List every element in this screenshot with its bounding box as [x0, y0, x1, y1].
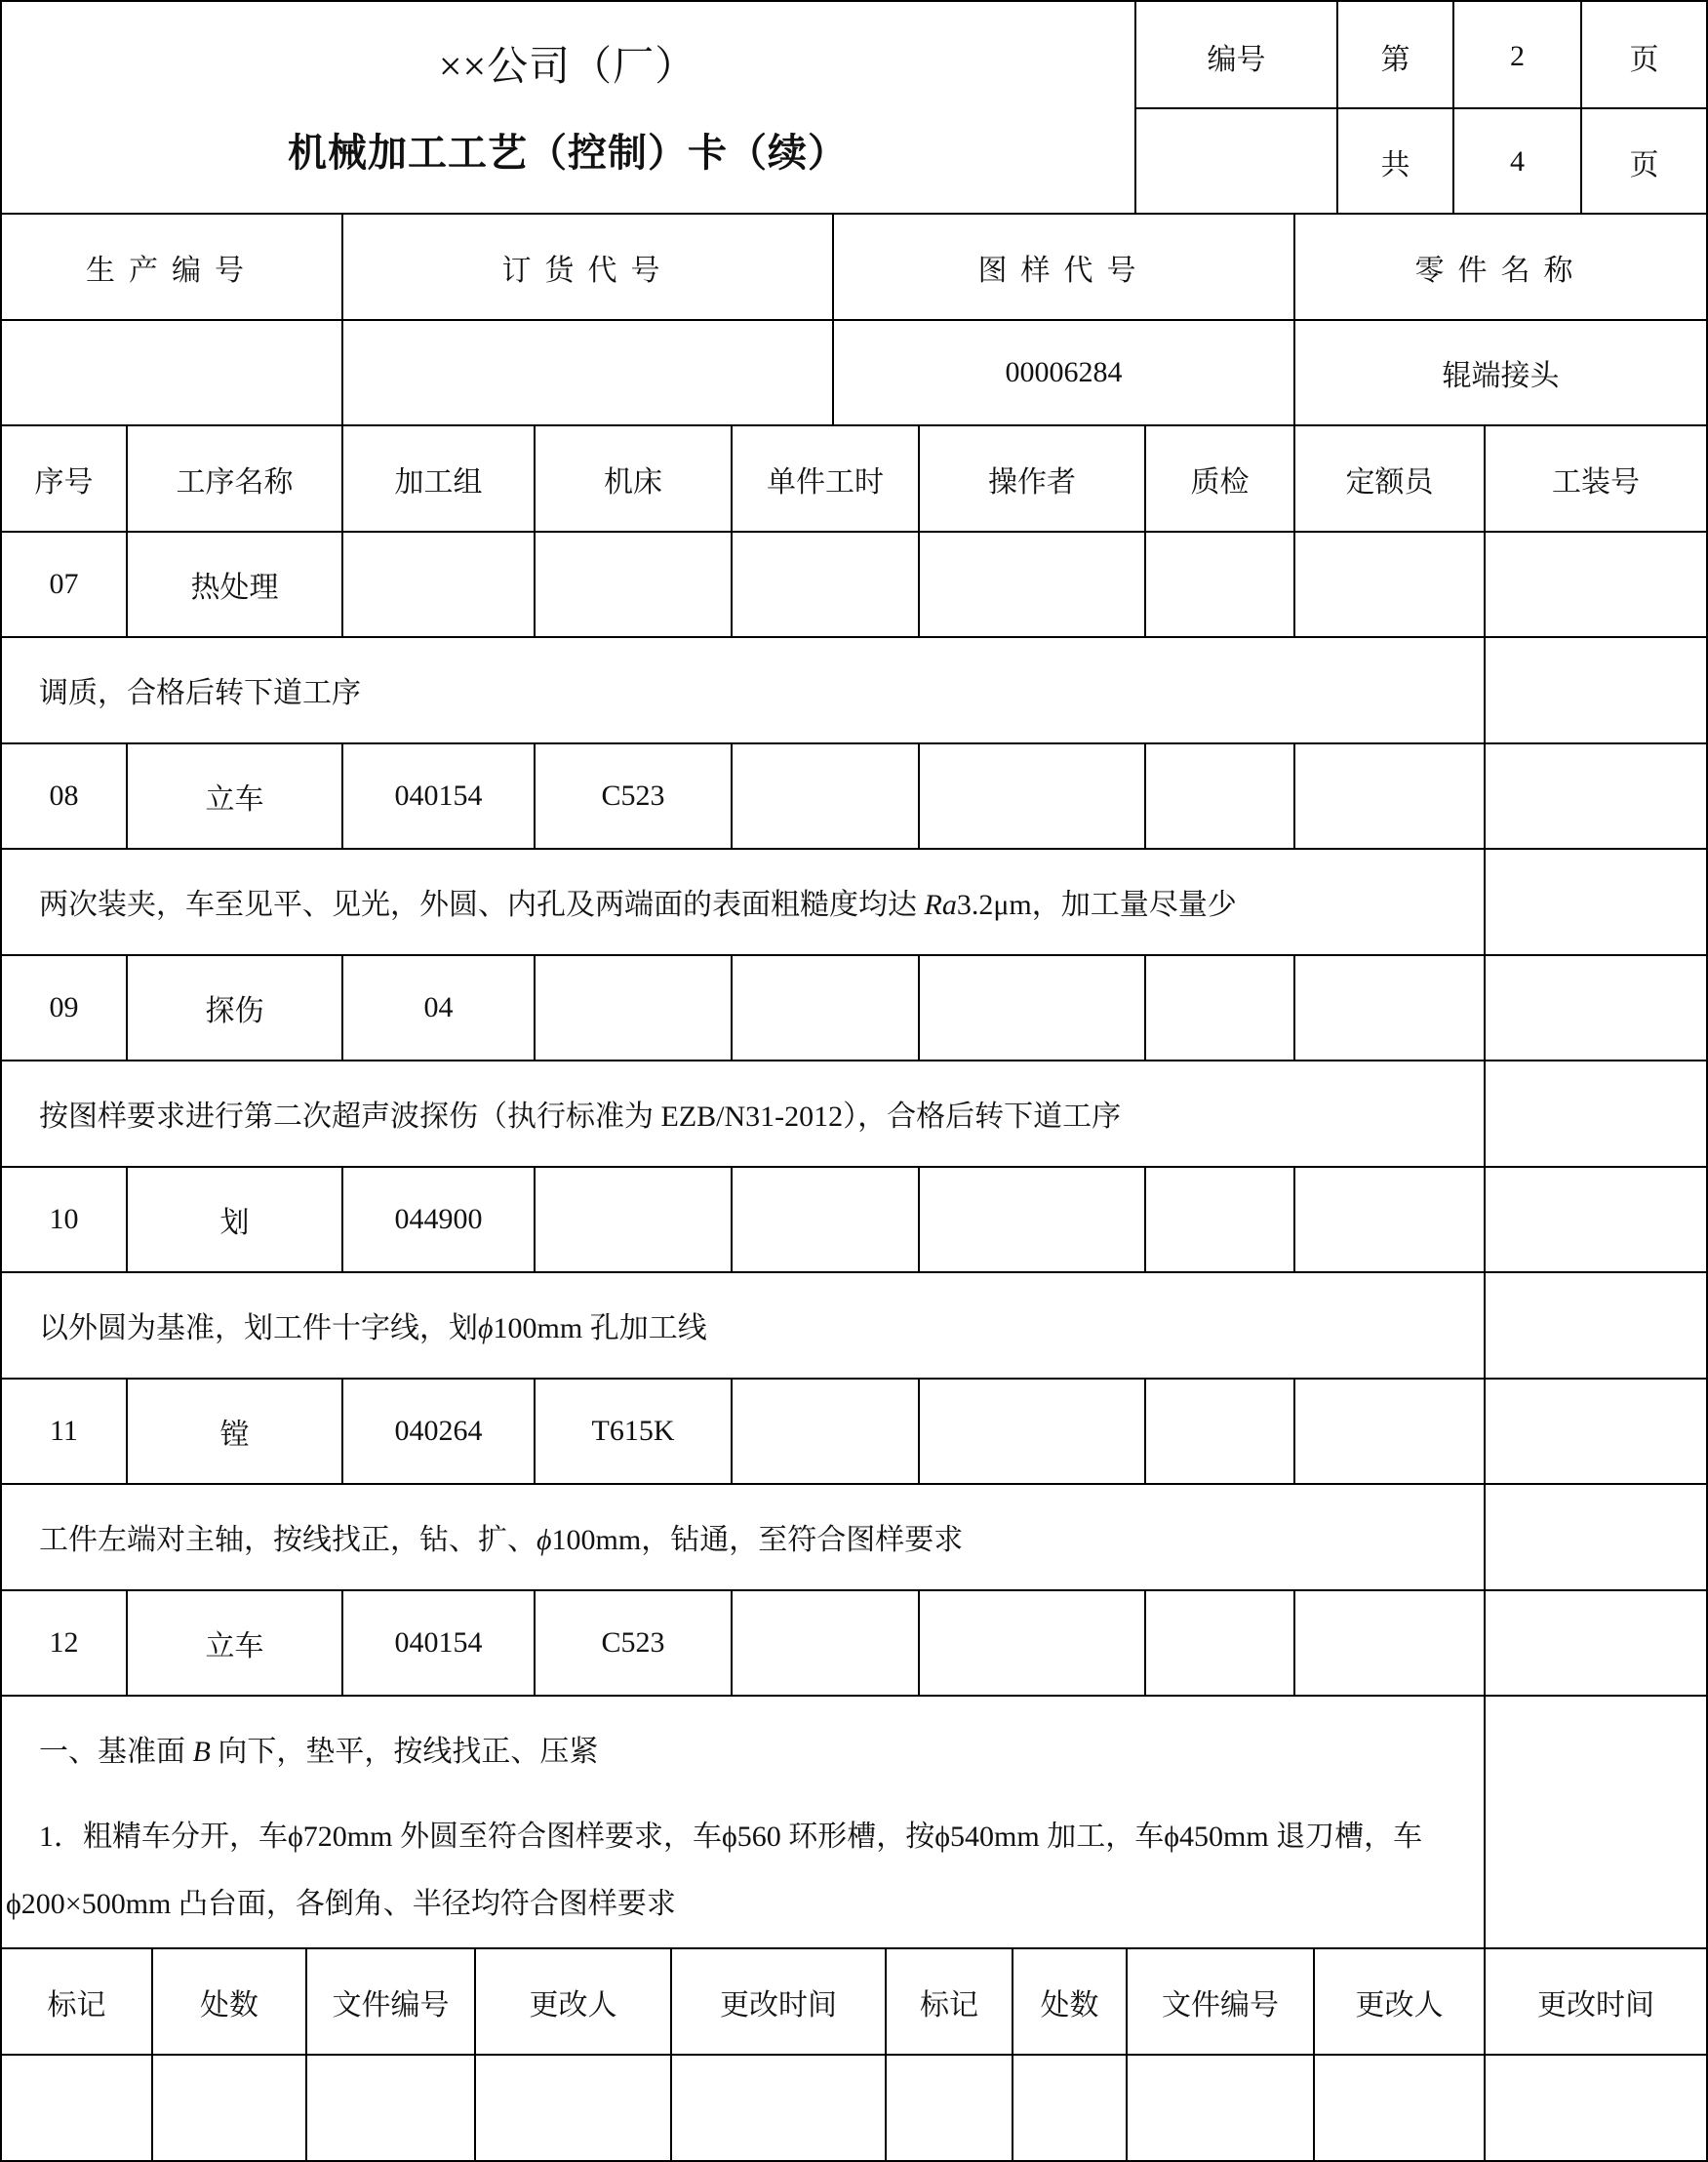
op-description-part: 以外圆为基准，划工件十字线，划 — [39, 1312, 478, 1344]
divider — [1144, 1378, 1146, 1484]
divider — [0, 848, 1708, 850]
card-title: 机械加工工艺（控制）卡（续） — [288, 130, 848, 175]
op-no: 12 — [49, 1626, 79, 1659]
col-quota: 定额员 — [1345, 465, 1434, 499]
divider — [1293, 1589, 1295, 1696]
divider — [1293, 954, 1295, 1061]
op-name: 镗 — [219, 1419, 250, 1451]
divider — [1144, 1589, 1146, 1696]
op-description-symbol: Ra — [924, 889, 957, 921]
col-machine: 机床 — [604, 465, 662, 499]
rev-doc-no: 文件编号 — [332, 1988, 450, 2022]
op-description-line: ϕ200×500mm 凸台面，各倒角、半径均符合图样要求 — [6, 1888, 676, 1920]
col-group: 加工组 — [394, 465, 483, 499]
col-no: 序号 — [34, 465, 94, 499]
rev-changer: 更改人 — [529, 1988, 617, 2022]
op-description-part: 向下，垫平，按线找正、压紧 — [210, 1736, 599, 1768]
op-no: 07 — [49, 568, 79, 600]
page-current: 2 — [1510, 40, 1525, 72]
op-group: 044900 — [394, 1203, 483, 1235]
op-machine — [536, 956, 731, 1060]
divider — [1144, 1166, 1146, 1272]
divider — [1144, 742, 1146, 849]
op-no: 09 — [49, 991, 79, 1023]
op-description-line: 1．粗精车分开，车ϕ720mm 外圆至符合图样要求，车ϕ560 环形槽，按ϕ540mm 加工，车ϕ450mm 退刀槽，车 — [39, 1821, 1423, 1853]
rev-time: 更改时间 — [1537, 1988, 1654, 2022]
divider — [0, 1483, 1708, 1485]
page-suffix: 页 — [1629, 44, 1659, 76]
divider — [918, 1166, 920, 1272]
op-group — [343, 533, 534, 636]
op-group: 040154 — [394, 780, 483, 812]
op-machine — [536, 1168, 731, 1271]
op-group: 04 — [423, 991, 454, 1023]
op-group: 040154 — [394, 1626, 483, 1659]
op-description-part: 两次装夹，车至见平、见光，外圆、内孔及两端面的表面粗糙度均达 — [39, 889, 925, 921]
divider — [0, 2054, 1708, 2056]
divider — [731, 1378, 733, 1484]
rev-mark: 标记 — [920, 1988, 978, 2022]
rev-changer: 更改人 — [1355, 1988, 1444, 2022]
part-name-value: 辊端接头 — [1442, 360, 1560, 392]
divider — [918, 1378, 920, 1484]
divider — [1293, 742, 1295, 849]
rev-time: 更改时间 — [720, 1988, 837, 2022]
op-description-part: 100mm，钻通，至符合图样要求 — [551, 1524, 964, 1556]
page-total: 4 — [1510, 145, 1525, 178]
op-description: 调质，合格后转下道工序 — [39, 677, 361, 709]
op-machine: C523 — [601, 1626, 665, 1659]
col-qc: 质检 — [1190, 465, 1250, 499]
col-operator: 操作者 — [988, 465, 1076, 499]
op-name: 探伤 — [205, 995, 264, 1027]
production-number-value — [2, 321, 341, 424]
col-tooling: 工装号 — [1552, 465, 1640, 499]
rev-mark: 标记 — [47, 1988, 106, 2022]
divider — [1484, 424, 1486, 1948]
order-code-label: 订货代号 — [501, 254, 674, 287]
op-name: 划 — [219, 1207, 250, 1239]
drawing-code-label: 图样代号 — [977, 254, 1150, 287]
op-description — [39, 1515, 963, 1558]
rev-count: 处数 — [200, 1988, 258, 2022]
op-no: 10 — [49, 1203, 79, 1235]
op-group: 040264 — [394, 1415, 483, 1447]
number-value — [1136, 109, 1336, 213]
op-name: 立车 — [205, 1630, 264, 1662]
divider — [731, 742, 733, 849]
op-description — [39, 1303, 707, 1346]
op-description-part: 一、基准面 — [39, 1736, 193, 1768]
col-op-name: 工序名称 — [176, 465, 294, 499]
divider — [0, 1695, 1708, 1697]
divider — [918, 742, 920, 849]
datum-symbol: B — [192, 1736, 211, 1768]
order-code-value — [343, 321, 832, 424]
page-prefix: 第 — [1380, 44, 1410, 76]
divider — [731, 1589, 733, 1696]
op-machine — [536, 533, 731, 636]
divider — [0, 636, 1708, 638]
op-description-part: 3.2μm，加工量尽量少 — [956, 889, 1237, 921]
op-no: 11 — [50, 1415, 78, 1447]
divider — [918, 1589, 920, 1696]
production-number-label: 生产编号 — [86, 254, 258, 287]
op-description — [39, 880, 1237, 923]
divider — [731, 1166, 733, 1272]
divider — [918, 954, 920, 1061]
col-unit-hours: 单件工时 — [767, 465, 884, 499]
divider — [1144, 954, 1146, 1061]
op-no: 08 — [49, 780, 79, 812]
divider — [0, 1060, 1708, 1061]
op-description-part: 工件左端对主轴，按线找正，钻、扩、 — [39, 1524, 536, 1556]
op-machine: T615K — [591, 1415, 675, 1447]
op-description-line — [39, 1727, 598, 1770]
op-description-part: 100mm 孔加工线 — [493, 1312, 707, 1344]
op-name: 热处理 — [190, 572, 279, 604]
divider — [1293, 1378, 1295, 1484]
op-description: 按图样要求进行第二次超声波探伤（执行标准为 EZB/N31-2012），合格后转下道工序 — [39, 1101, 1122, 1133]
drawing-code-value: 00006284 — [1005, 356, 1123, 388]
rev-count: 处数 — [1040, 1988, 1099, 2022]
total-prefix: 共 — [1380, 149, 1410, 181]
divider — [1293, 1166, 1295, 1272]
company-name: ××公司（厂） — [438, 45, 697, 90]
divider — [731, 954, 733, 1061]
part-name-label: 零件名称 — [1414, 254, 1587, 287]
number-label: 编号 — [1207, 44, 1266, 76]
total-suffix: 页 — [1629, 149, 1659, 181]
divider — [0, 1271, 1708, 1273]
phi-symbol: ϕ — [478, 1312, 494, 1344]
phi-symbol: ϕ — [536, 1524, 552, 1556]
op-name: 立车 — [205, 783, 264, 816]
rev-doc-no: 文件编号 — [1162, 1988, 1279, 2022]
op-machine: C523 — [601, 780, 665, 812]
